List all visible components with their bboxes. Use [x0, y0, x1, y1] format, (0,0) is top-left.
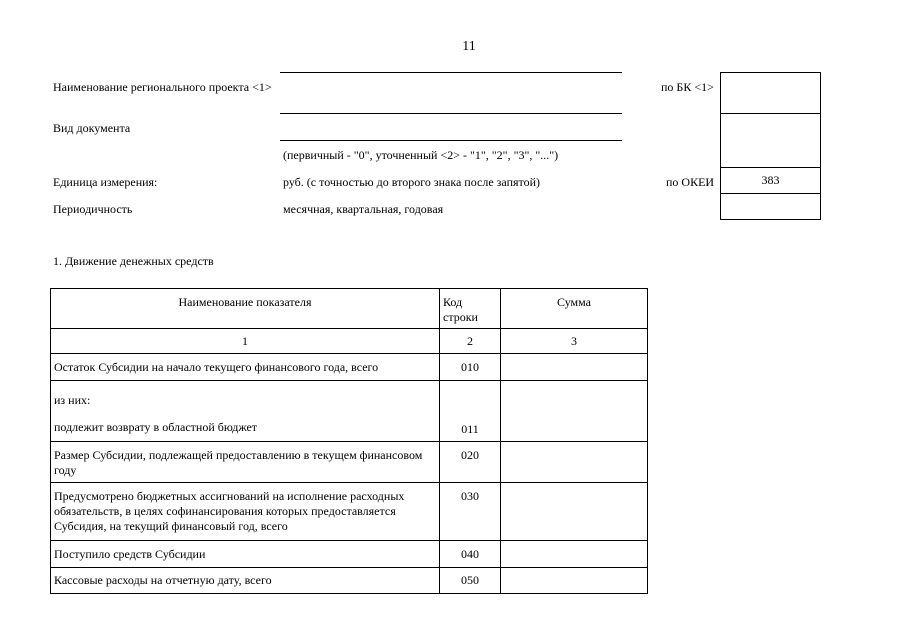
- row-name: Поступило средств Субсидии: [51, 541, 440, 568]
- row-subheading: из них:: [54, 393, 91, 407]
- project-label: Наименование регионального проекта <1>: [53, 80, 272, 94]
- row-code: 020: [440, 442, 501, 483]
- table-row: [51, 541, 648, 568]
- okei-label: по ОКЕИ: [666, 175, 715, 189]
- row-code: 011: [440, 381, 501, 442]
- cash-flow-table: [50, 288, 648, 594]
- col-number-3: 3: [501, 329, 648, 354]
- doc-type-line[interactable]: [280, 140, 622, 141]
- column-number-row: [51, 329, 648, 354]
- row-sum-cell[interactable]: [501, 568, 648, 594]
- table-row: [51, 354, 648, 381]
- header-sum: Сумма: [501, 289, 648, 329]
- header-row-code: Код строки: [440, 289, 501, 329]
- page-number: 11: [462, 39, 476, 54]
- unit-value: руб. (с точностью до второго знака после запятой): [283, 175, 541, 189]
- doc-type-hint: (первичный - "0", уточненный <2> - "1", "2", "3", "..."): [283, 148, 559, 162]
- row-sum-cell[interactable]: [501, 483, 648, 541]
- row-sum-cell[interactable]: [501, 442, 648, 483]
- col-number-2: 2: [440, 329, 501, 354]
- row-code: 030: [440, 483, 501, 541]
- okei-code-box: [720, 167, 821, 194]
- row-name: Предусмотрено бюджетных ассигнований на исполнение расходных обязательств, в целях софинансирования которых предоставляется Субсидия, на текущий финансовый год, всего: [51, 483, 440, 541]
- row-name-sub: подлежит возврату в областной бюджет: [54, 420, 258, 434]
- bk-code-box[interactable]: [720, 72, 821, 114]
- row-sum-cell[interactable]: [501, 381, 648, 442]
- period-label: Периодичность: [53, 202, 133, 216]
- row-name: [51, 381, 440, 442]
- row-sum-cell[interactable]: [501, 541, 648, 568]
- table-header-row: [51, 289, 648, 329]
- row-name: Размер Субсидии, подлежащей предоставлению в текущем финансовом году: [51, 442, 440, 483]
- row-code: 010: [440, 354, 501, 381]
- row-name: Кассовые расходы на отчетную дату, всего: [51, 568, 440, 594]
- row-code: 050: [440, 568, 501, 594]
- period-value: месячная, квартальная, годовая: [283, 202, 444, 216]
- table-row: [51, 568, 648, 594]
- doc-type-label: Вид документа: [53, 121, 131, 135]
- row-code: 040: [440, 541, 501, 568]
- period-code-box[interactable]: [720, 193, 821, 220]
- section-title: 1. Движение денежных средств: [53, 254, 214, 268]
- row-name: Остаток Субсидии на начало текущего финансового года, всего: [51, 354, 440, 381]
- col-number-1: 1: [51, 329, 440, 354]
- row-sum-cell[interactable]: [501, 354, 648, 381]
- table-row: [51, 381, 648, 442]
- doc-type-code-box[interactable]: [720, 113, 821, 168]
- table-row: [51, 442, 648, 483]
- unit-label: Единица измерения:: [53, 175, 158, 189]
- project-line[interactable]: [280, 113, 622, 114]
- header-indicator-name: Наименование показателя: [51, 289, 440, 329]
- okei-value: 383: [761, 173, 780, 187]
- project-line-top: [280, 72, 622, 73]
- bk-label: по БК <1>: [661, 80, 714, 94]
- table-row: [51, 483, 648, 541]
